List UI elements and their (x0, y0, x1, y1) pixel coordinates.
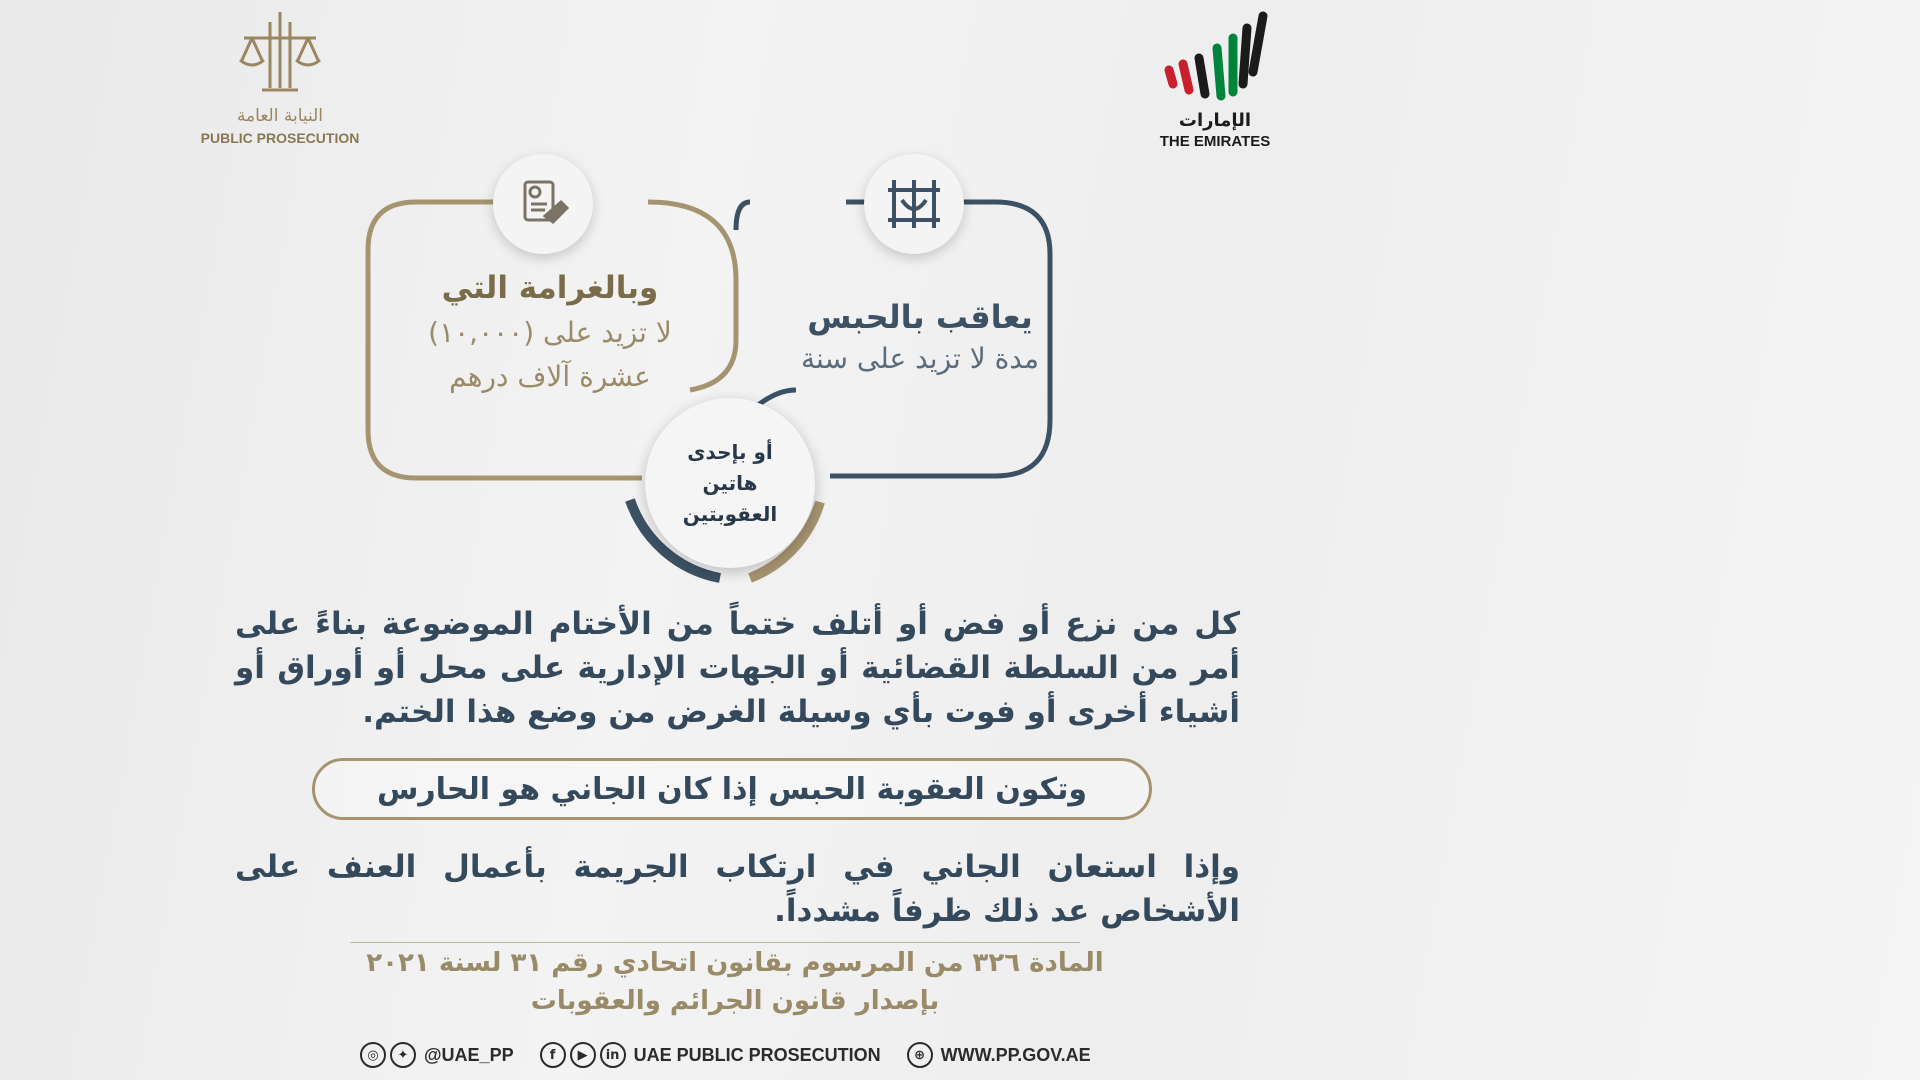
footer (360, 1038, 1120, 1072)
emirates-brand-mark-icon (1155, 8, 1275, 104)
emirates-arabic-name: الإمارات (1178, 110, 1252, 131)
prison-icon-badge (864, 154, 964, 254)
scales-of-justice-icon (232, 8, 328, 96)
fine-amount-line: لا تزيد على (١٠,٠٠٠) (428, 316, 672, 349)
emirates-english-name: THE EMIRATES (1159, 133, 1271, 150)
divider (350, 942, 1080, 943)
either-line-3: العقوبتين (682, 501, 778, 526)
website-group[interactable] (907, 1042, 1091, 1068)
aggravating-circumstance: وإذا استعان الجاني في ارتكاب الجريمة بأعمال العنف على الأشخاص عد ذلك ظرفاً مشدداً. (235, 849, 1240, 929)
law-reference-line-2: بإصدار قانون الجرائم والعقوبات (530, 986, 940, 1016)
twitter-icon[interactable]: ✦ (390, 1042, 416, 1068)
public-prosecution-logo (190, 8, 370, 146)
law-reference-line-1: المادة ٣٢٦ من المرسوم بقانون اتحادي رقم ٣١ لسنة ٢٠٢١ (366, 948, 1104, 978)
the-emirates-logo (1145, 8, 1285, 150)
fine-amount-words: عشرة آلاف درهم (449, 360, 651, 393)
organization-name[interactable]: UAE PUBLIC PROSECUTION (633, 1044, 881, 1065)
prison-heading: يعاقب بالحبس (807, 298, 1033, 336)
either-penalty-circle (645, 398, 815, 568)
youtube-icon[interactable]: ▶ (570, 1042, 596, 1068)
prison-duration: مدة لا تزيد على سنة (801, 342, 1039, 375)
prison-bars-icon (884, 174, 944, 234)
social-handle[interactable]: @UAE_PP (424, 1044, 514, 1065)
website-url[interactable]: WWW.PP.GOV.AE (940, 1044, 1091, 1065)
instagram-icon[interactable]: ◎ (360, 1042, 386, 1068)
fine-document-icon (515, 176, 571, 232)
handle-group[interactable] (360, 1042, 514, 1068)
guardian-penalty-highlight (312, 758, 1152, 820)
guardian-penalty-text: وتكون العقوبة الحبس إذا كان الجاني هو الحارس (376, 771, 1088, 807)
either-line-1: أو بإحدى (687, 439, 773, 464)
linkedin-icon[interactable]: in (600, 1042, 626, 1068)
org-group[interactable] (540, 1042, 881, 1068)
prosecution-english-name: PUBLIC PROSECUTION (200, 130, 360, 146)
either-line-2: هاتين (702, 470, 758, 495)
fine-heading: وبالغرامة التي (441, 270, 659, 306)
fine-icon-badge (493, 154, 593, 254)
globe-icon[interactable]: ⊕ (907, 1042, 933, 1068)
facebook-icon[interactable]: f (540, 1042, 566, 1068)
offense-description: كل من نزع أو فض أو أتلف ختماً من الأختام الموضوعة بناءً على أمر من السلطة القضائية أو الجهات الإدارية على محل أو أوراق أو أشياء أخرى أو فوت بأي وسيلة الغرض من وضع هذا الختم. (235, 606, 1240, 730)
prosecution-arabic-name: النيابة العامة (236, 106, 324, 126)
